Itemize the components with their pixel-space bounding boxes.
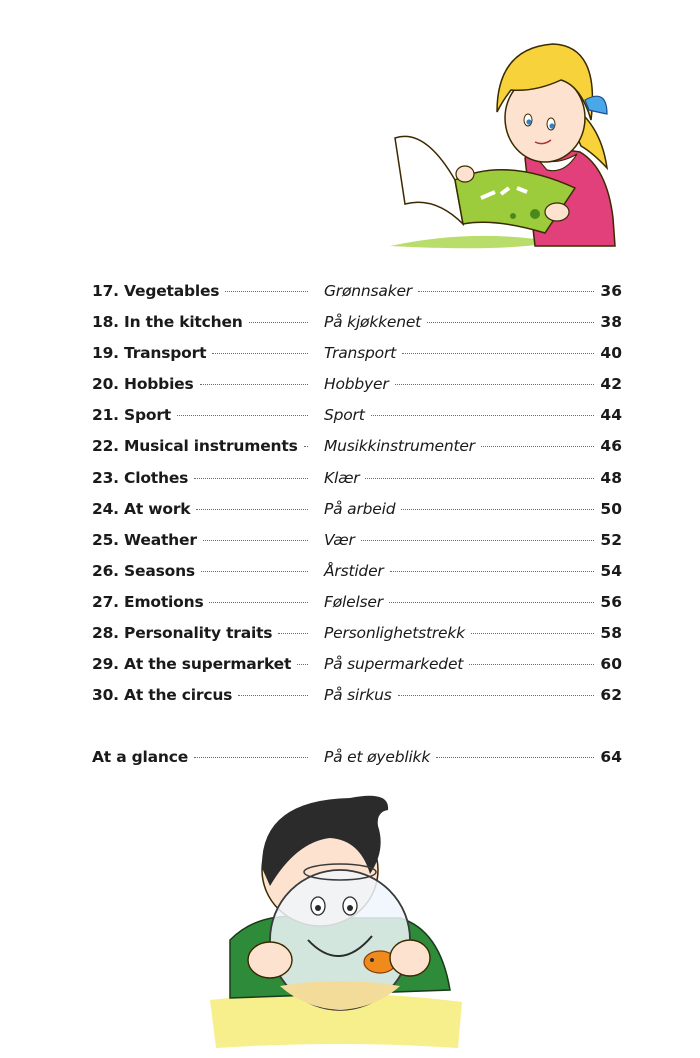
- dot-leader: [304, 446, 308, 447]
- toc-english-title: 29. At the supermarket: [92, 655, 292, 674]
- toc-english-title: 22. Musical instruments: [92, 437, 298, 456]
- toc-english-title: 30. At the circus: [92, 686, 233, 705]
- dot-leader: [395, 384, 595, 385]
- toc-row[interactable]: [92, 649, 622, 680]
- toc-row[interactable]: [92, 556, 622, 587]
- toc-norwegian-title: På et øyeblikk: [324, 748, 431, 767]
- toc-row[interactable]: [92, 338, 622, 369]
- dot-leader: [471, 633, 594, 634]
- toc-row[interactable]: [92, 587, 622, 618]
- toc-page-number: 54: [600, 561, 622, 580]
- toc-norwegian-title: Vær: [324, 530, 355, 549]
- toc-row[interactable]: [92, 525, 622, 556]
- boy-fishbowl-illustration: [200, 790, 470, 1052]
- dot-leader: [212, 353, 308, 354]
- toc-norwegian-title: Klær: [324, 468, 360, 487]
- toc-page-number: 50: [600, 499, 622, 518]
- dot-leader: [209, 602, 308, 603]
- toc-page-number: 52: [600, 530, 622, 549]
- dot-leader: [201, 571, 308, 572]
- dot-leader: [200, 384, 308, 385]
- toc-row[interactable]: [92, 307, 622, 338]
- toc-english-title: 19. Transport: [92, 344, 207, 363]
- dot-leader: [418, 291, 594, 292]
- toc-english-title: 21. Sport: [92, 406, 172, 425]
- toc-page-number: 62: [600, 686, 622, 705]
- toc-norwegian-title: Grønnsaker: [324, 282, 412, 300]
- toc-english-title: 23. Clothes: [92, 468, 189, 487]
- dot-leader: [278, 633, 308, 634]
- toc-page-number: 38: [600, 313, 622, 332]
- dot-leader: [194, 478, 308, 479]
- toc-norwegian-title: Musikkinstrumenter: [324, 437, 475, 456]
- dot-leader: [389, 602, 594, 603]
- dot-leader: [481, 446, 594, 447]
- toc-row[interactable]: [92, 431, 622, 462]
- toc-norwegian-title: På supermarkedet: [324, 655, 464, 674]
- toc-english-title: 18. In the kitchen: [92, 313, 243, 332]
- toc-page-number: 60: [600, 655, 622, 674]
- dot-leader: [196, 509, 308, 510]
- toc-page-number: 64: [600, 748, 622, 767]
- dot-leader: [365, 478, 594, 479]
- toc-row[interactable]: [92, 494, 622, 525]
- toc-norwegian-title: Sport: [324, 406, 365, 425]
- toc-page-number: 56: [600, 592, 622, 611]
- toc-norwegian-title: Hobbyer: [324, 375, 389, 394]
- toc-english-title: 17. Vegetables: [92, 282, 220, 300]
- toc-page-number: 36: [600, 282, 622, 300]
- dot-leader: [398, 695, 594, 696]
- toc-norwegian-title: På arbeid: [324, 499, 396, 518]
- toc-english-title: 28. Personality traits: [92, 624, 273, 643]
- dot-leader: [297, 664, 308, 665]
- dot-leader: [225, 291, 308, 292]
- toc-row[interactable]: [92, 463, 622, 494]
- toc-english-title: 25. Weather: [92, 530, 197, 549]
- toc-page-number: 44: [600, 406, 622, 425]
- table-of-contents: [92, 276, 622, 773]
- toc-row[interactable]: [92, 618, 622, 649]
- dot-leader: [371, 415, 594, 416]
- toc-norwegian-title: Følelser: [324, 592, 383, 611]
- toc-english-title: 27. Emotions: [92, 592, 204, 611]
- dot-leader: [390, 571, 594, 572]
- toc-norwegian-title: På sirkus: [324, 686, 392, 705]
- dot-leader: [469, 664, 594, 665]
- toc-english-title: 20. Hobbies: [92, 375, 194, 394]
- dot-leader: [194, 757, 308, 758]
- dot-leader: [427, 322, 594, 323]
- toc-english-title: At a glance: [92, 748, 189, 767]
- toc-row-at-a-glance[interactable]: [92, 742, 622, 773]
- toc-page-number: 58: [600, 624, 622, 643]
- toc-norwegian-title: Årstider: [324, 561, 384, 580]
- toc-norwegian-title: Transport: [324, 344, 397, 363]
- dot-leader: [249, 322, 308, 323]
- dot-leader: [238, 695, 308, 696]
- dot-leader: [361, 540, 594, 541]
- toc-english-title: 24. At work: [92, 499, 191, 518]
- toc-page-number: 46: [600, 437, 622, 456]
- toc-row[interactable]: [92, 400, 622, 431]
- toc-row[interactable]: [92, 369, 622, 400]
- toc-page-number: 42: [600, 375, 622, 394]
- dot-leader: [203, 540, 308, 541]
- toc-row[interactable]: [92, 680, 622, 711]
- toc-norwegian-title: Personlighetstrekk: [324, 624, 465, 643]
- toc-norwegian-title: På kjøkkenet: [324, 313, 422, 332]
- girl-reading-illustration: [385, 28, 630, 253]
- toc-page-number: 40: [600, 344, 622, 363]
- toc-english-title: 26. Seasons: [92, 561, 195, 580]
- toc-row[interactable]: [92, 276, 622, 307]
- dot-leader: [401, 509, 594, 510]
- dot-leader: [177, 415, 308, 416]
- toc-page-number: 48: [600, 468, 622, 487]
- dot-leader: [436, 757, 594, 758]
- dot-leader: [402, 353, 594, 354]
